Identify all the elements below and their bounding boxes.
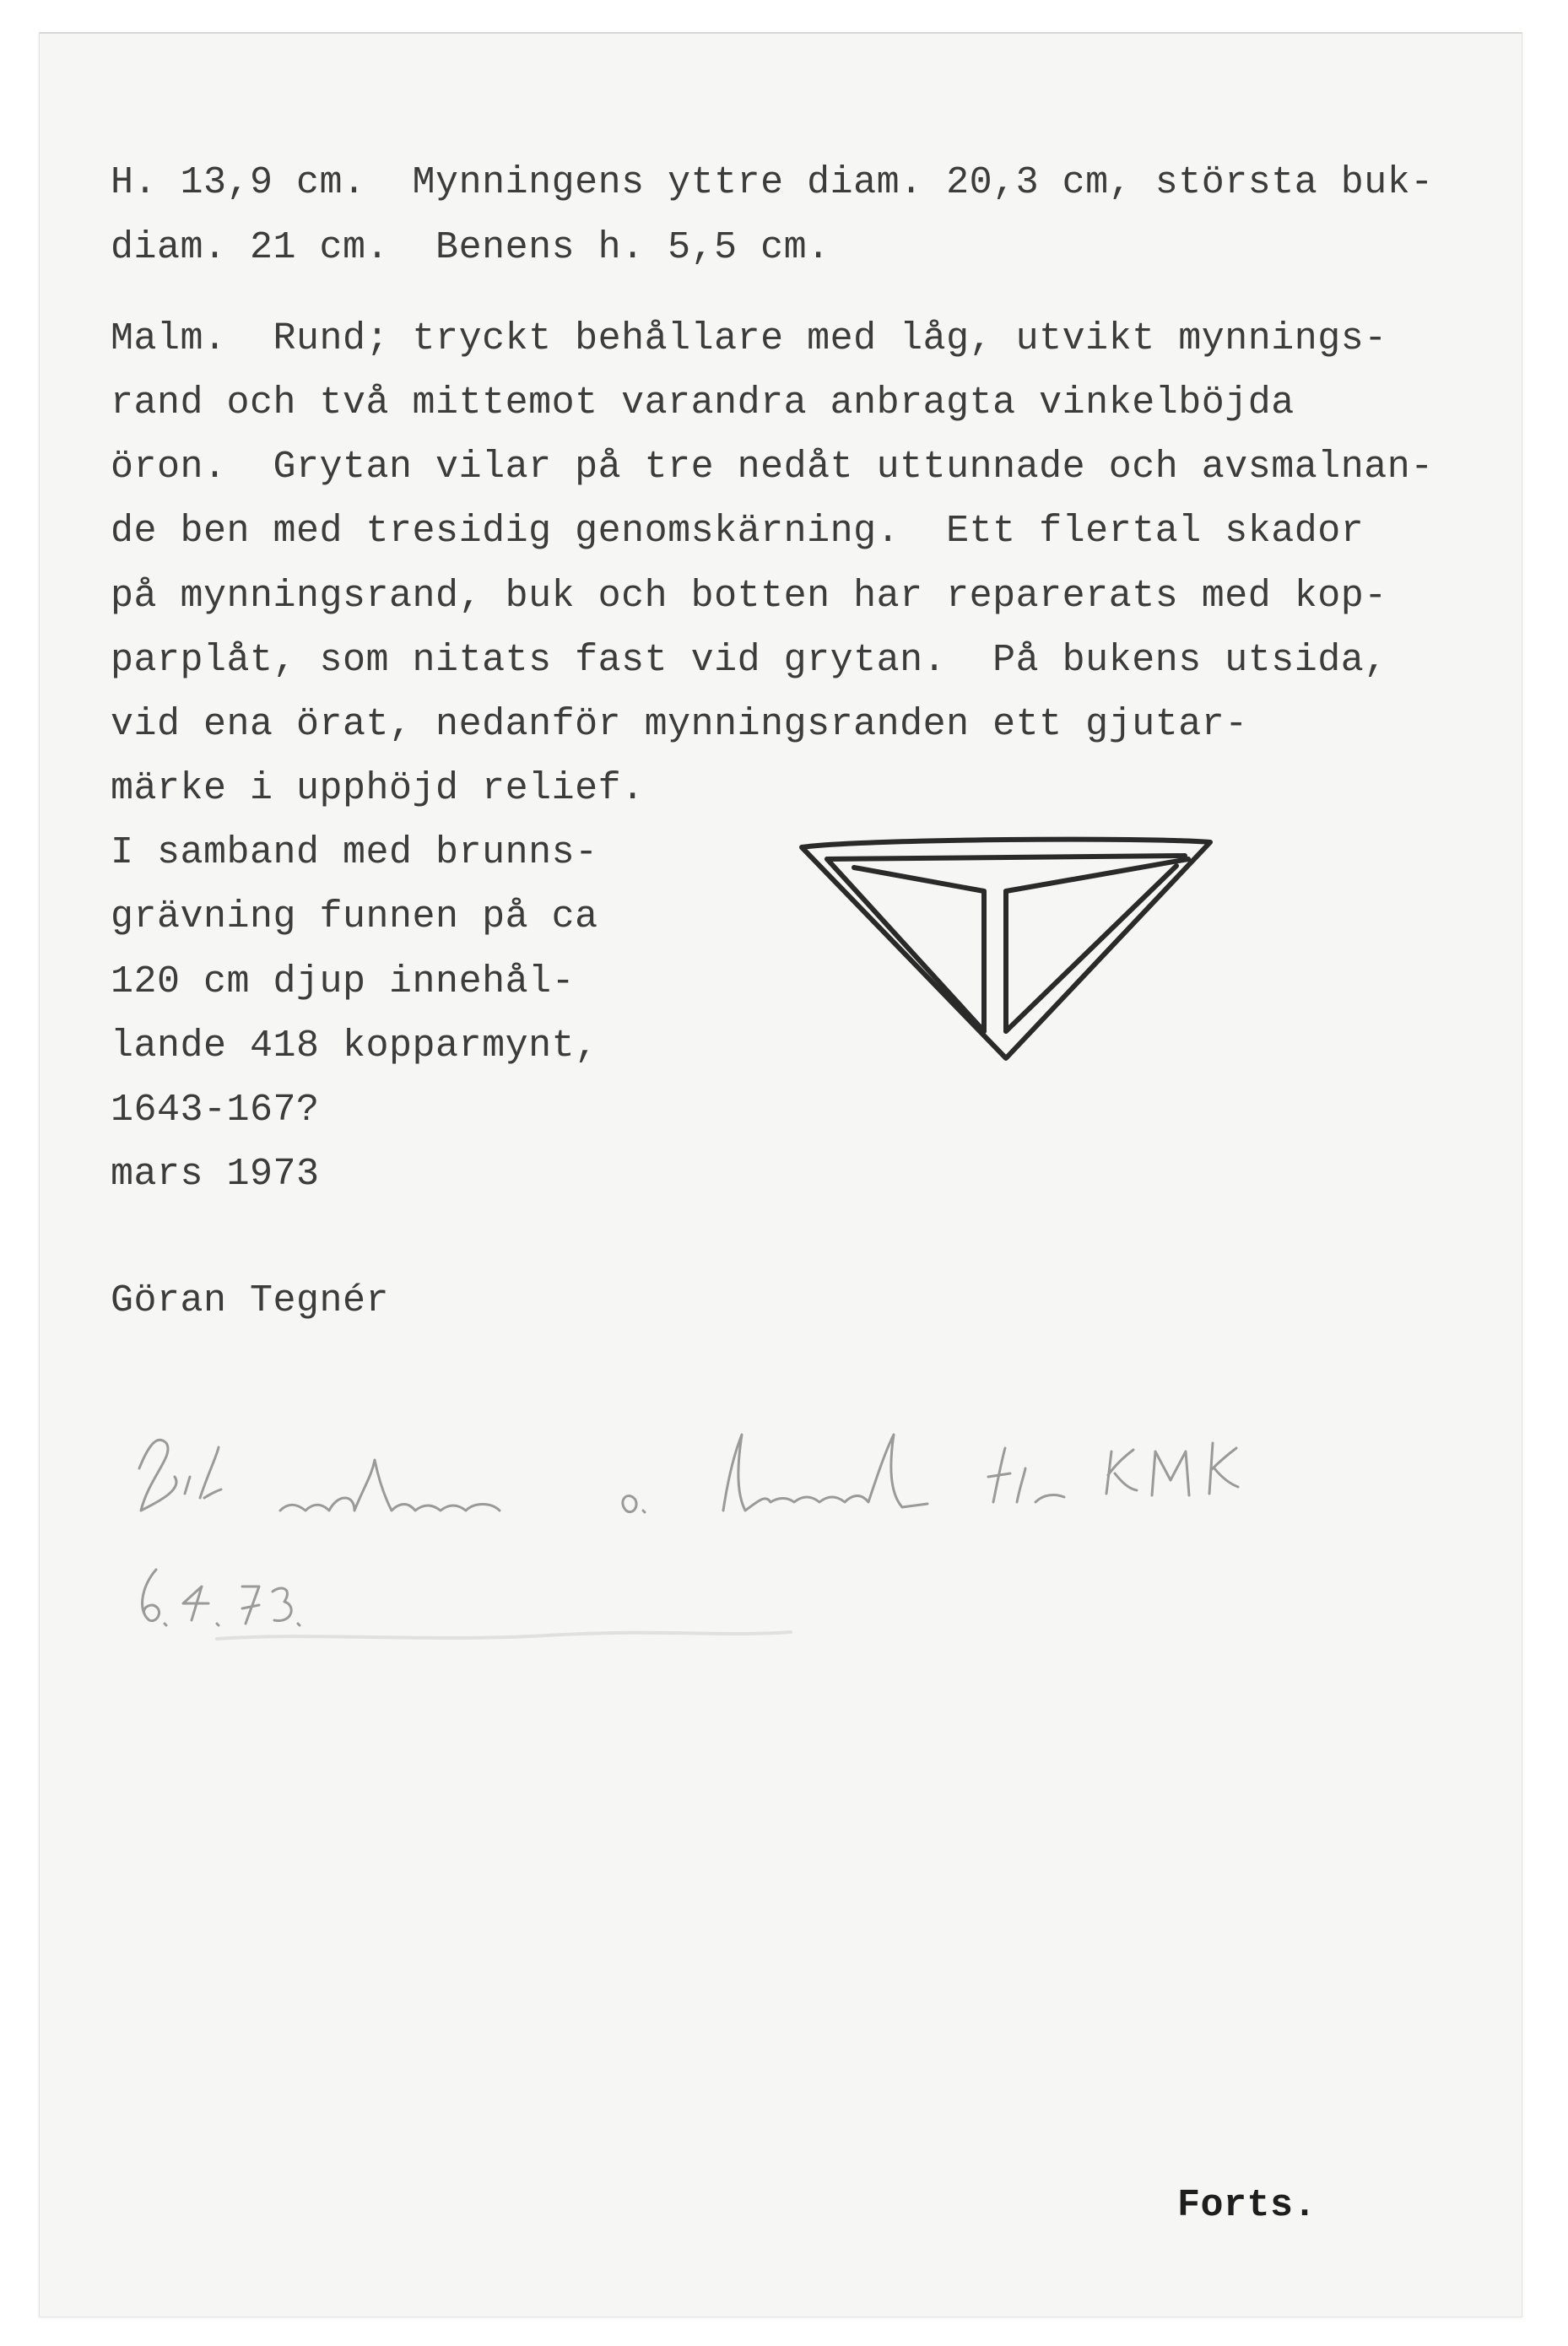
continued-label: Forts. <box>1177 2184 1317 2227</box>
founders-mark-drawing <box>795 832 1217 1065</box>
find-line: I samband med brunns- <box>111 831 598 874</box>
text-line: H. 13,9 cm. Mynningens yttre diam. 20,3 cm, största buk- <box>111 161 1434 204</box>
text-line: vid ena örat, nedanför mynningsranden ett gjutar- <box>111 703 1248 746</box>
text-line: diam. 21 cm. Benens h. 5,5 cm. <box>111 226 830 269</box>
find-line: 1643-167? <box>111 1089 320 1132</box>
text-line: märke i upphöjd relief. <box>111 767 645 810</box>
find-line: lande 418 kopparmynt, <box>111 1024 598 1068</box>
text-line: öron. Grytan vilar på tre nedåt uttunnade och avsmalnan- <box>111 446 1434 489</box>
find-line: grävning funnen på ca <box>111 895 598 938</box>
find-line: mars 1973 <box>111 1153 320 1196</box>
erased-pencil-mark <box>208 1620 799 1654</box>
text-line: Malm. Rund; tryckt behållare med låg, utvikt mynnings- <box>111 317 1387 360</box>
text-line: rand och två mittemot varandra anbragta vinkelböjda <box>111 381 1295 424</box>
signature: Göran Tegnér <box>111 1279 390 1322</box>
text-line: parplåt, som nitats fast vid grytan. På bukens utsida, <box>111 639 1387 682</box>
text-line: de ben med tresidig genomskärning. Ett flertal skador <box>111 510 1365 553</box>
text-line: på mynningsrand, buk och botten har reparerats med kop- <box>111 575 1387 618</box>
description-text <box>40 34 1434 2227</box>
catalog-card <box>39 32 1522 2317</box>
find-line: 120 cm djup innehål- <box>111 960 576 1003</box>
